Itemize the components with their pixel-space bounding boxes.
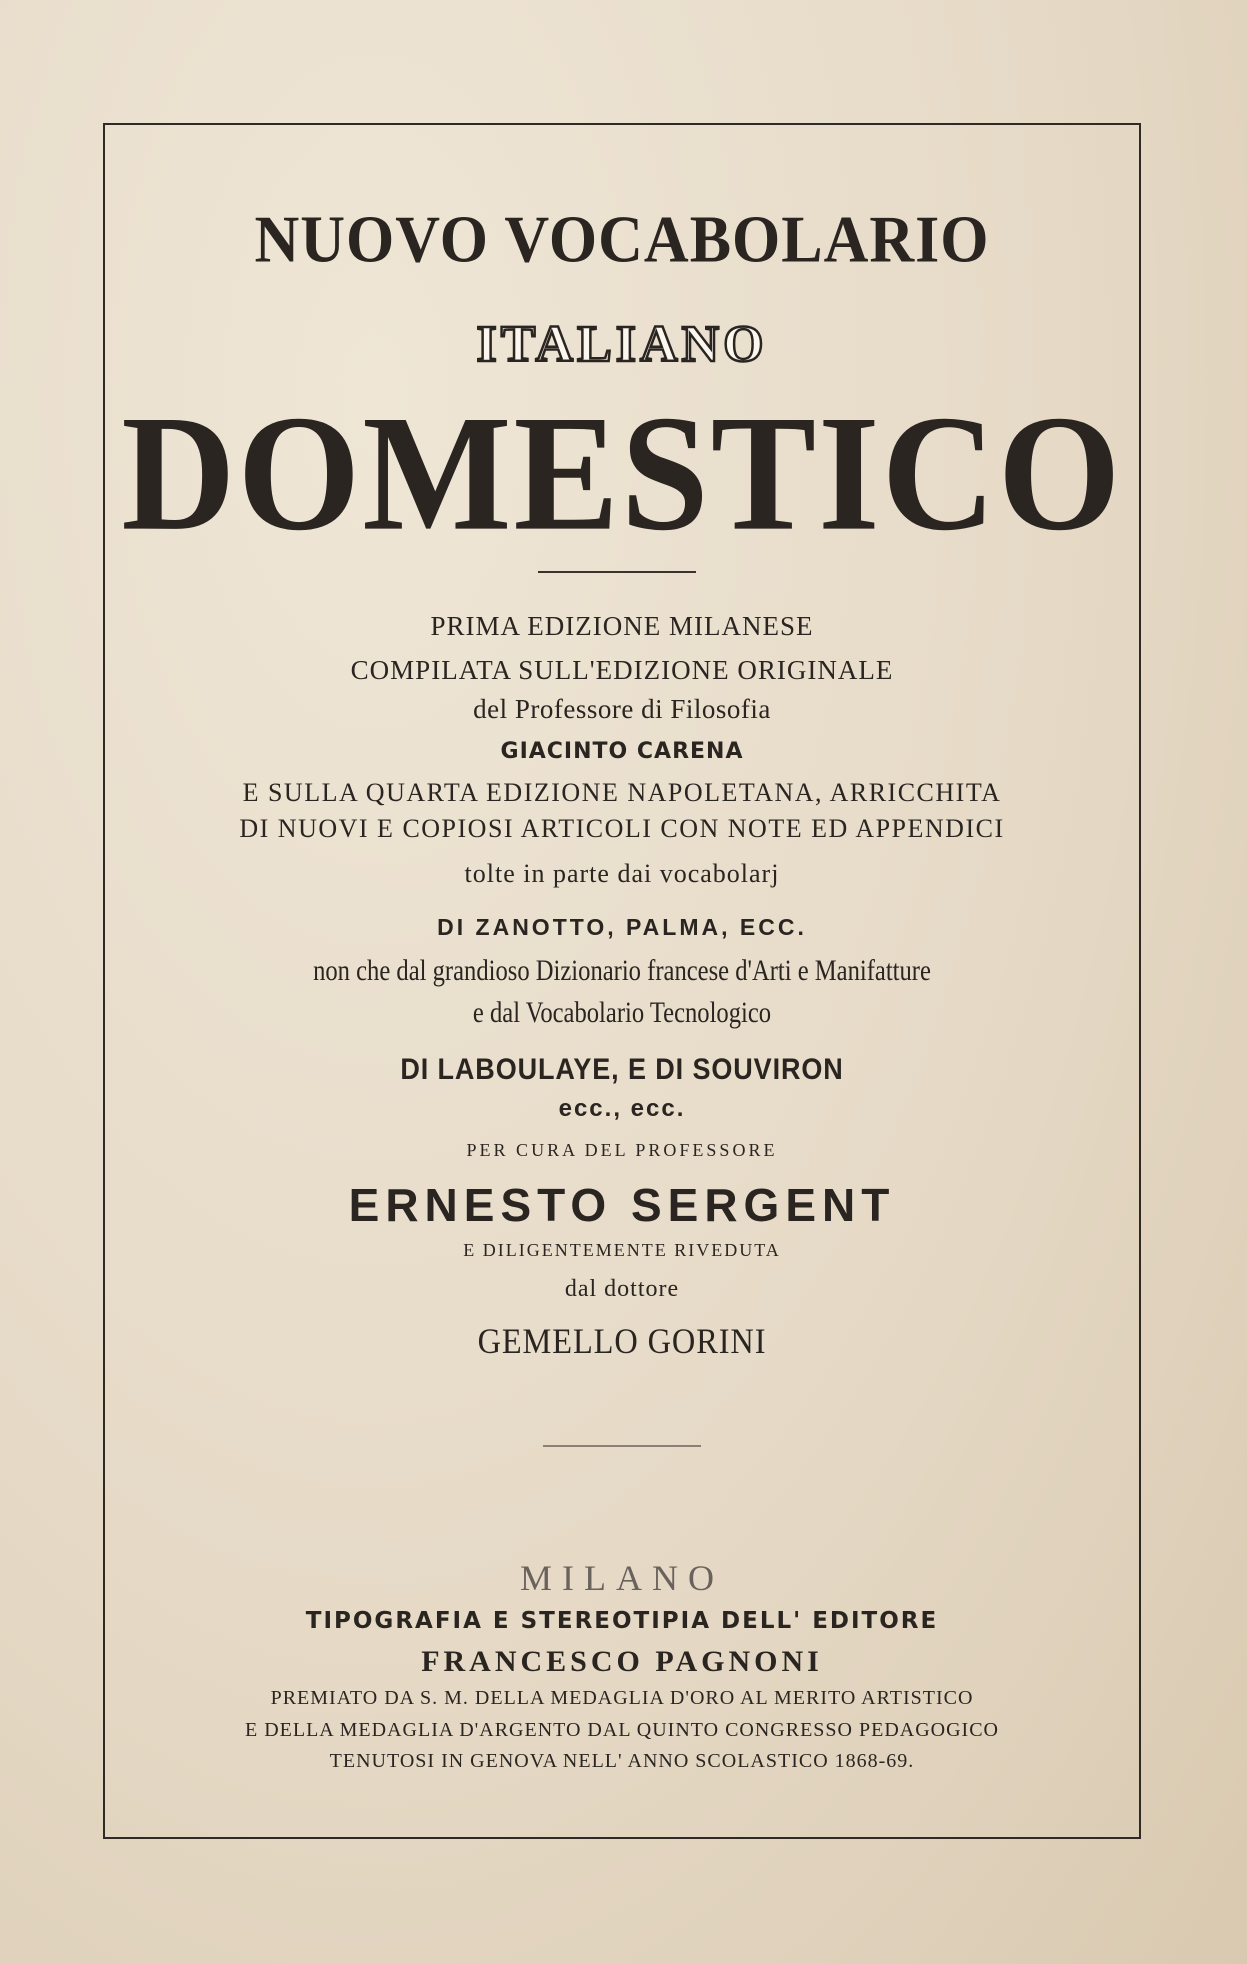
laboulaye-line: DI LABOULAYE, E DI SOUVIRON <box>400 1053 844 1086</box>
title-divider <box>538 571 696 573</box>
imprint-award-line-2: E DELLA MEDAGLIA D'ARGENTO DAL QUINTO CONGRESSO PEDAGOGICO <box>245 1719 999 1741</box>
doctor-line: dal dottore <box>564 1276 680 1302</box>
title-line-1: NUOVO VOCABOLARIO <box>254 203 990 277</box>
imprint-award-line-1: PREMIATO DA S. M. DELLA MEDAGLIA D'ORO AL MERITO ARTISTICO <box>270 1687 974 1709</box>
title-main: DOMESTICO <box>121 381 1123 566</box>
reviser-name: GEMELLO GORINI <box>477 1321 767 1361</box>
compiled-line: COMPILATA SULL'EDIZIONE ORIGINALE <box>350 655 894 685</box>
dictionary-line: non che dal grandioso Dizionario francese d'Arti e Manifatture <box>313 954 931 987</box>
title-line-2: ITALIANO <box>476 316 768 373</box>
vocabulary-line: e dal Vocabolario Tecnologico <box>472 996 772 1029</box>
professor-line: del Professore di Filosofia <box>473 694 771 724</box>
articles-line: DI NUOVI E COPIOSI ARTICOLI CON NOTE ED APPENDICI <box>239 814 1005 843</box>
author-name: GIACINTO CARENA <box>500 739 744 764</box>
imprint-divider <box>543 1445 701 1447</box>
sources-names: DI ZANOTTO, PALMA, ECC. <box>437 914 807 940</box>
edition-line: PRIMA EDIZIONE MILANESE <box>430 611 814 641</box>
editor-intro-line: PER CURA DEL PROFESSORE <box>466 1140 778 1160</box>
imprint-printer-line: TIPOGRAFIA E STEREOTIPIA DELL' EDITORE <box>305 1608 939 1634</box>
imprint-city: MILANO <box>520 1558 724 1598</box>
naples-edition-line: E SULLA QUARTA EDIZIONE NAPOLETANA, ARRICCHITA <box>242 778 1002 807</box>
editor-name: ERNESTO SERGENT <box>348 1179 896 1231</box>
imprint-award-line-3: TENUTOSI IN GENOVA NELL' ANNO SCOLASTICO 1868-69. <box>329 1750 915 1772</box>
ecc-line: ecc., ecc. <box>558 1095 686 1122</box>
imprint-publisher: FRANCESCO PAGNONI <box>421 1645 823 1678</box>
revised-line: E DILIGENTEMENTE RIVEDUTA <box>463 1240 781 1260</box>
sources-line: tolte in parte dai vocabolarj <box>464 859 780 888</box>
